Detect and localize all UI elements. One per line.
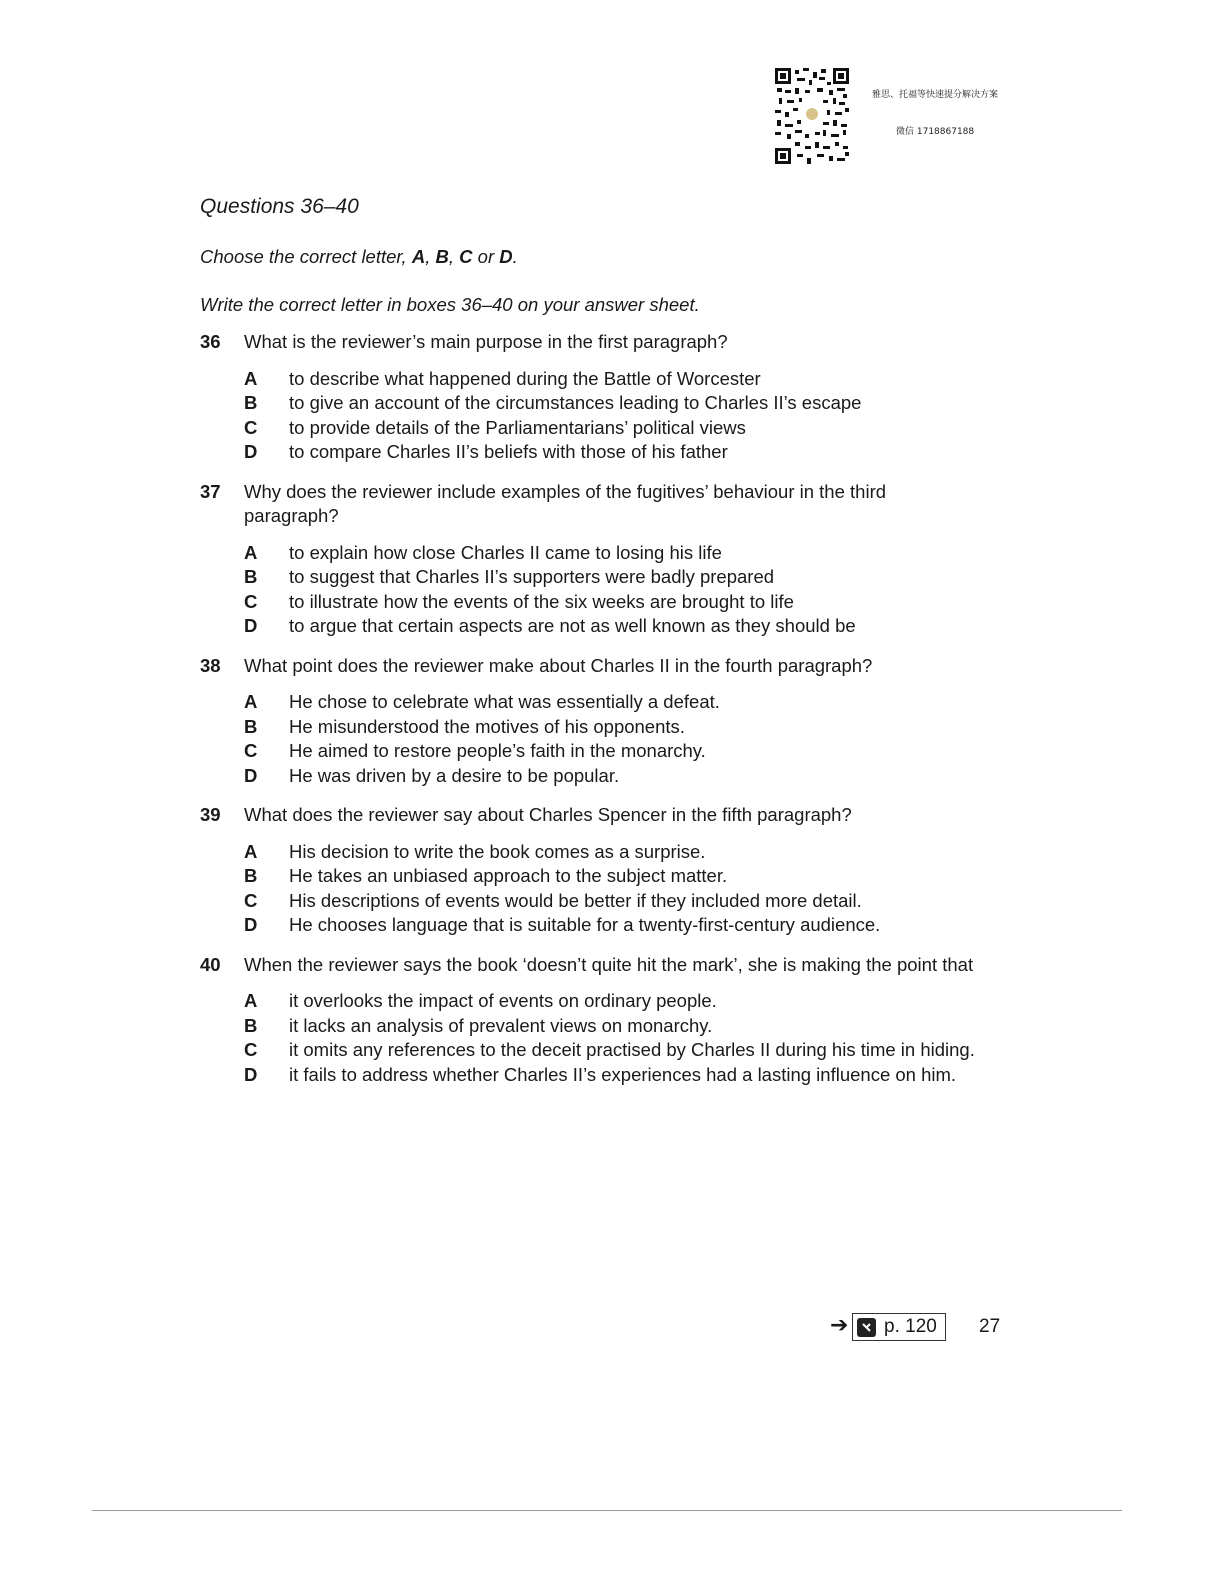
option-letter: D xyxy=(244,615,258,636)
option-text: it omits any references to the deceit practised by Charles II during his time in hiding. xyxy=(289,1039,975,1060)
option-letter: C xyxy=(244,740,258,761)
question-37 xyxy=(200,480,980,639)
question-38 xyxy=(200,654,980,789)
option-letter: A xyxy=(244,990,258,1011)
option xyxy=(244,1038,980,1063)
question-text: Why does the reviewer include examples of the fugitives’ behaviour in the third paragraph? xyxy=(244,480,887,526)
option-letter: A xyxy=(244,840,258,862)
section-heading: Questions 36–40 xyxy=(200,195,359,218)
option-letter: B xyxy=(244,1014,258,1036)
option-letter: C xyxy=(244,590,258,612)
question-number: 36 xyxy=(200,331,221,352)
option-letter: C xyxy=(244,1039,258,1060)
option-text: He takes an unbiased approach to the subject matter. xyxy=(289,865,728,886)
option xyxy=(244,541,980,566)
answer-page-reference[interactable] xyxy=(852,1313,946,1341)
option-text: He chose to celebrate what was essentially a defeat. xyxy=(289,691,720,712)
option-letter: D xyxy=(244,441,258,462)
option-text: to compare Charles II’s beliefs with those of his father xyxy=(289,441,728,462)
option-text: His descriptions of events would be better if they included more detail. xyxy=(289,889,862,911)
option-text: to suggest that Charles II’s supporters were badly prepared xyxy=(289,566,775,587)
option-text: to explain how close Charles II came to losing his life xyxy=(289,541,722,563)
question-39 xyxy=(200,803,980,938)
option xyxy=(244,764,980,789)
option xyxy=(244,416,980,441)
instruction-choose: Choose the correct letter, A, B, C or D. xyxy=(200,246,518,267)
option-letter: B xyxy=(244,865,258,886)
option xyxy=(244,913,980,938)
option-text: His decision to write the book comes as a surprise. xyxy=(289,840,706,862)
option-letter: B xyxy=(244,715,258,737)
option-letter: D xyxy=(244,764,258,786)
option-letter: D xyxy=(244,1063,258,1085)
option-letter: A xyxy=(244,541,258,563)
answer-key-icon xyxy=(857,1318,876,1337)
option xyxy=(244,614,980,639)
option-text: He was driven by a desire to be popular. xyxy=(289,764,620,786)
instruction-write: Write the correct letter in boxes 36–40 on your answer sheet. xyxy=(200,294,700,315)
option-letter: D xyxy=(244,914,258,935)
option-letter: C xyxy=(244,889,258,911)
question-text: What is the reviewer’s main purpose in the first paragraph? xyxy=(244,331,728,352)
option xyxy=(244,690,980,715)
question-number: 40 xyxy=(200,953,221,975)
option xyxy=(244,864,980,889)
page-reference-text: p. 120 xyxy=(884,1316,937,1337)
option xyxy=(244,889,980,914)
page-number: 27 xyxy=(979,1316,1001,1337)
question-number: 38 xyxy=(200,654,221,676)
question-40 xyxy=(200,953,980,1088)
question-text: When the reviewer says the book ‘doesn’t quite hit the mark’, she is making the point that xyxy=(244,953,974,975)
option-text: to give an account of the circumstances leading to Charles II’s escape xyxy=(289,392,862,413)
option-letter: A xyxy=(244,691,258,712)
question-number: 39 xyxy=(200,804,221,825)
question-text: What does the reviewer say about Charles Spencer in the fifth paragraph? xyxy=(244,804,852,825)
option-text: to illustrate how the events of the six weeks are brought to life xyxy=(289,590,794,612)
bottom-divider xyxy=(92,1510,1122,1511)
option xyxy=(244,590,980,615)
arrow-right-icon: ➔ xyxy=(830,1312,849,1337)
question-number: 37 xyxy=(200,480,221,502)
option xyxy=(244,1014,980,1039)
option-letter: A xyxy=(244,367,258,389)
option-text: it lacks an analysis of prevalent views on monarchy. xyxy=(289,1014,713,1036)
option-text: He aimed to restore people’s faith in the monarchy. xyxy=(289,740,706,761)
question-text: What point does the reviewer make about Charles II in the fourth paragraph? xyxy=(244,654,873,676)
option-text: He chooses language that is suitable for a twenty-first-century audience. xyxy=(289,914,881,935)
option xyxy=(244,391,980,416)
option-letter: B xyxy=(244,566,258,587)
option xyxy=(244,440,980,465)
option-text: it fails to address whether Charles II’s experiences had a lasting influence on him. xyxy=(289,1063,957,1085)
option xyxy=(244,715,980,740)
promo-text: 雅思、托福等快速提分解决方案 xyxy=(872,90,999,100)
option xyxy=(244,565,980,590)
qr-code xyxy=(775,68,849,164)
option-text: it overlooks the impact of events on ordinary people. xyxy=(289,990,717,1011)
option-text: He misunderstood the motives of his opponents. xyxy=(289,715,685,737)
option-letter: B xyxy=(244,392,258,413)
wechat-contact: 微信 1718867188 xyxy=(896,127,975,137)
option xyxy=(244,840,980,865)
option-text: to provide details of the Parliamentarians’ political views xyxy=(289,416,746,438)
option xyxy=(244,989,980,1014)
question-list xyxy=(200,330,980,1102)
option xyxy=(244,367,980,392)
option xyxy=(244,1063,980,1088)
option-letter: C xyxy=(244,416,258,438)
question-36 xyxy=(200,330,980,465)
option-text: to describe what happened during the Battle of Worcester xyxy=(289,367,761,389)
option xyxy=(244,739,980,764)
option-text: to argue that certain aspects are not as well known as they should be xyxy=(289,615,856,636)
